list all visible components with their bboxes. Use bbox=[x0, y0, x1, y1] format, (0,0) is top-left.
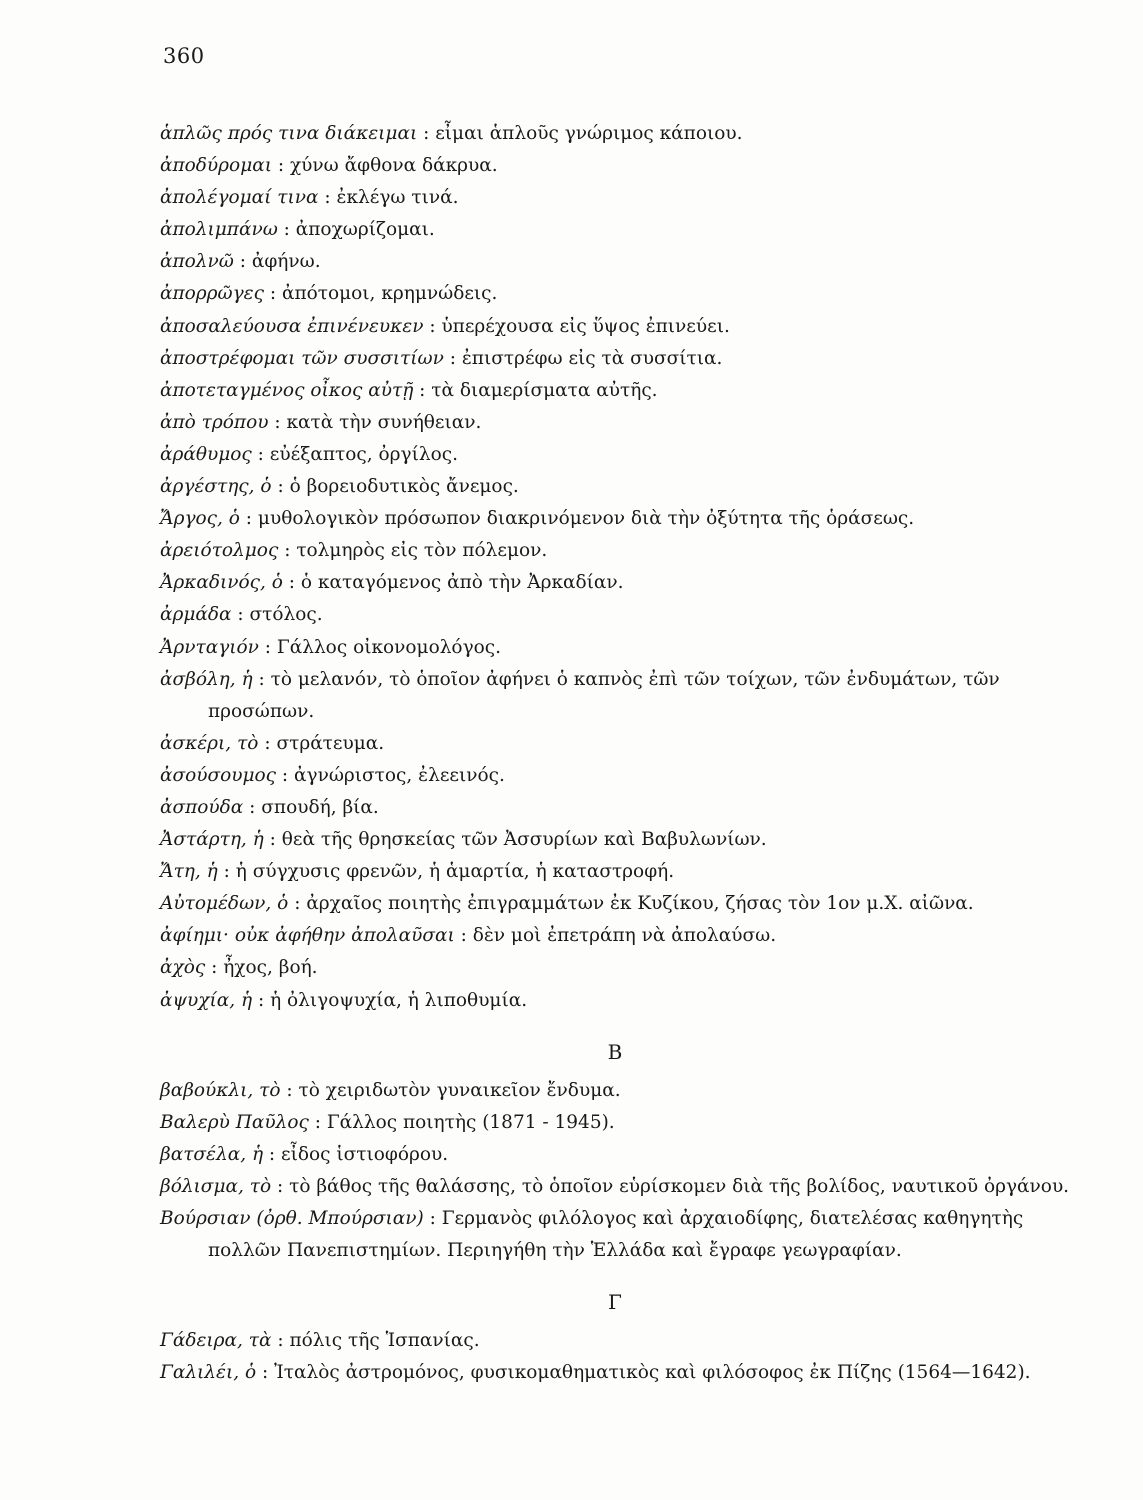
entry-term: ἀποστρέφομαι τῶν συσσιτίων bbox=[160, 347, 444, 369]
glossary-entry bbox=[160, 888, 1088, 920]
glossary-entry bbox=[160, 567, 1060, 599]
entry-definition: εὐέξαπτος, ὀργίλος. bbox=[269, 443, 458, 465]
entry-term: ἀπὸ τρόπου bbox=[160, 411, 269, 433]
entry-definition: τὸ χειριδωτὸν γυναικεῖον ἔνδυμα. bbox=[298, 1079, 621, 1101]
entry-definition: ὁ καταγόμενος ἀπὸ τὴν Ἀρκαδίαν. bbox=[300, 572, 624, 594]
entry-term: ἀποδύρομαι bbox=[160, 155, 272, 177]
entry-separator: : bbox=[454, 925, 473, 947]
entry-separator: : bbox=[271, 1330, 290, 1352]
entry-definition: ἐκλέγω τινά. bbox=[336, 187, 459, 209]
entry-definition: κατὰ τὴν συνήθειαν. bbox=[286, 411, 482, 433]
entry-definition: ἦχος, βοή. bbox=[223, 957, 318, 979]
glossary-entry bbox=[160, 311, 1060, 343]
entry-definition: ἡ ὀλιγοψυχία, ἡ λιποθυμία. bbox=[270, 989, 528, 1011]
section-letter-heading: Γ bbox=[608, 1290, 622, 1315]
entry-separator: : bbox=[308, 1111, 327, 1133]
entry-separator: : bbox=[231, 604, 250, 626]
entry-definition: τολμηρὸς εἰς τὸν πόλεμον. bbox=[296, 540, 548, 562]
entry-separator: : bbox=[278, 540, 297, 562]
glossary-entry bbox=[160, 920, 1060, 952]
entry-term: ἀπολέγομαί τινα bbox=[160, 187, 319, 209]
entry-separator: : bbox=[276, 764, 295, 786]
glossary bbox=[160, 118, 1070, 1389]
entry-separator: : bbox=[443, 347, 462, 369]
entry-separator: : bbox=[217, 861, 236, 883]
glossary-entry bbox=[160, 1075, 1060, 1107]
entry-term: ἀποτεταγμένος οἶκος αὐτῇ bbox=[160, 379, 414, 401]
entry-separator: : bbox=[263, 829, 282, 851]
entry-definition: εἶμαι ἁπλοῦς γνώριμος κάποιου. bbox=[435, 123, 743, 144]
glossary-entry bbox=[160, 278, 1060, 310]
entry-separator: : bbox=[252, 989, 271, 1011]
entry-separator: : bbox=[239, 508, 258, 530]
glossary-entry bbox=[160, 246, 1060, 278]
entry-term: Γαλιλέι, ὁ bbox=[160, 1362, 257, 1384]
entry-definition: Ἰταλὸς ἀστρομόνος, φυσικομαθηματικὸς καὶ φιλόσοφος ἐκ Πίζης (1564—1642). bbox=[274, 1362, 1031, 1384]
entry-term: Ἀρκαδινός, ὁ bbox=[160, 572, 283, 594]
entry-definition: θεὰ τῆς θρησκείας τῶν Ἀσσυρίων καὶ Βαβυλωνίων. bbox=[281, 829, 767, 851]
glossary-entry bbox=[160, 1171, 1088, 1203]
glossary-entry bbox=[160, 407, 1060, 439]
glossary-entry bbox=[160, 343, 1060, 375]
entry-definition: στόλος. bbox=[249, 604, 323, 626]
entry-definition: χύνω ἄφθονα δάκρυα. bbox=[289, 155, 498, 177]
entry-separator: : bbox=[233, 251, 252, 273]
glossary-entry bbox=[160, 471, 1060, 503]
entry-definition: ἀγνώριστος, ἐλεεινός. bbox=[294, 764, 505, 786]
entry-definition: εἶδος ἱστιοφόρου. bbox=[281, 1143, 449, 1165]
entry-definition: Γάλλος ποιητὴς (1871 - 1945). bbox=[326, 1111, 615, 1133]
entry-definition: μυθολογικὸν πρόσωπον διακρινόμενον διὰ τὴν ὀξύτητα τῆς ὁράσεως. bbox=[257, 508, 915, 530]
glossary-entry bbox=[160, 856, 1060, 888]
entry-term: ἀργέστης, ὁ bbox=[160, 476, 272, 498]
glossary-entry bbox=[160, 985, 1060, 1017]
entry-definition: δὲν μοὶ ἐπετράπη νὰ ἀπολαύσω. bbox=[472, 925, 777, 947]
entry-term: Βούρσιαν (ὀρθ. Μπούρσιαν) bbox=[160, 1208, 424, 1229]
entry-definition: σπουδή, βία. bbox=[261, 796, 379, 818]
entry-separator: : bbox=[251, 443, 270, 465]
entry-separator: : bbox=[263, 283, 282, 305]
entry-separator: : bbox=[318, 187, 337, 209]
entry-separator: : bbox=[252, 668, 271, 690]
entry-separator: : bbox=[277, 219, 296, 241]
glossary-entry bbox=[160, 664, 1088, 728]
entry-separator: : bbox=[288, 893, 307, 915]
glossary-entry bbox=[160, 503, 1060, 535]
entry-definition: Γερμανὸς φιλόλογος καὶ ἀρχαιοδίφης, διατελέσας καθηγητὴς πολλῶν Πανεπιστημίων. Περιηγήθη τὴν Ἑλλάδα καὶ ἔγραφε γεωγραφίαν. bbox=[208, 1208, 1024, 1262]
entry-definition: ἀπότομοι, κρημνώδεις. bbox=[281, 283, 498, 305]
entry-definition: Γάλλος οἰκονομολόγος. bbox=[276, 636, 502, 658]
entry-separator: : bbox=[271, 1175, 290, 1197]
entry-term: Ἀστάρτη, ἡ bbox=[160, 829, 264, 851]
entry-separator: : bbox=[263, 1143, 282, 1165]
glossary-entry bbox=[160, 824, 1060, 856]
entry-separator: : bbox=[282, 572, 301, 594]
entry-separator: : bbox=[258, 732, 277, 754]
entry-definition: ἡ σύγχυσις φρενῶν, ἡ ἁμαρτία, ἡ καταστροφή. bbox=[235, 861, 675, 883]
glossary-entry bbox=[160, 150, 1060, 182]
entry-term: ἀπολιμπάνω bbox=[160, 219, 278, 241]
glossary-entry bbox=[160, 792, 1060, 824]
entry-definition: ἀποχωρίζομαι. bbox=[295, 219, 435, 241]
glossary-entry bbox=[160, 375, 1060, 407]
entry-term: Ἀρνταγιόν bbox=[160, 636, 259, 658]
glossary-entry bbox=[160, 1203, 1088, 1267]
entry-term: βαβούκλι, τὸ bbox=[160, 1079, 281, 1101]
entry-definition: τὰ διαμερίσματα αὐτῆς. bbox=[431, 379, 658, 401]
entry-definition: ἀρχαῖος ποιητὴς ἐπιγραμμάτων ἐκ Κυζίκου, ζήσας τὸν 1ον μ.Χ. αἰῶνα. bbox=[306, 893, 974, 915]
entry-separator: : bbox=[268, 411, 287, 433]
entry-definition: πόλις τῆς Ἱσπανίας. bbox=[289, 1330, 480, 1352]
entry-term: ἀσβόλη, ἡ bbox=[160, 668, 253, 690]
entry-term: βατσέλα, ἡ bbox=[160, 1143, 264, 1165]
entry-separator: : bbox=[423, 1208, 442, 1229]
entry-term: Γάδειρα, τὰ bbox=[160, 1330, 272, 1352]
entry-term: Αὐτομέδων, ὁ bbox=[160, 893, 289, 915]
glossary-entry bbox=[160, 952, 1060, 984]
entry-separator: : bbox=[205, 957, 224, 979]
entry-definition: στράτευμα. bbox=[276, 732, 385, 754]
entry-separator: : bbox=[417, 123, 436, 144]
entry-term: Ἄτη, ἡ bbox=[160, 861, 218, 883]
entry-term: Ἄργος, ὁ bbox=[160, 508, 240, 530]
entry-definition: ἀφήνω. bbox=[251, 251, 321, 273]
section-letter-heading: Β bbox=[607, 1039, 623, 1064]
entry-separator: : bbox=[271, 476, 290, 498]
entry-separator: : bbox=[271, 155, 290, 177]
entry-term: ἀσκέρι, τὸ bbox=[160, 732, 259, 754]
entry-term: βόλισμα, τὸ bbox=[160, 1175, 272, 1197]
glossary-entry bbox=[160, 439, 1060, 471]
entry-term: ἀφίημι· οὐκ ἀφήθην ἀπολαῦσαι bbox=[160, 925, 455, 947]
entry-definition: ὑπερέχουσα εἰς ὕψος ἐπινεύει. bbox=[441, 315, 730, 337]
entry-separator: : bbox=[423, 315, 442, 337]
glossary-entry bbox=[160, 535, 1060, 567]
glossary-entry bbox=[160, 1107, 1060, 1139]
entry-definition: ὁ βορειοδυτικὸς ἄνεμος. bbox=[289, 476, 519, 498]
glossary-entry bbox=[160, 632, 1060, 664]
entry-separator: : bbox=[256, 1362, 275, 1384]
entry-term: ἀποσαλεύουσα ἐπινένευκεν bbox=[160, 315, 424, 337]
glossary-entry bbox=[160, 214, 1060, 246]
page-number: 360 bbox=[163, 44, 205, 68]
entry-term: ἀχὸς bbox=[160, 957, 206, 979]
entry-term: ἀράθυμος bbox=[160, 443, 252, 465]
entry-definition: τὸ βάθος τῆς θαλάσσης, τὸ ὁποῖον εὑρίσκομεν διὰ τῆς βολίδος, ναυτικοῦ ὀργάνου. bbox=[289, 1175, 1070, 1197]
entry-separator: : bbox=[280, 1079, 299, 1101]
glossary-entry bbox=[160, 1139, 1060, 1171]
glossary-entry bbox=[160, 760, 1060, 792]
entry-separator: : bbox=[413, 379, 432, 401]
glossary-entry bbox=[160, 728, 1060, 760]
entry-term: ἀσούσουμος bbox=[160, 764, 277, 786]
entry-term: ἀρειότολμος bbox=[160, 540, 279, 562]
glossary-entry bbox=[160, 118, 1060, 150]
entry-separator: : bbox=[258, 636, 277, 658]
entry-term: ἀπολνῶ bbox=[160, 251, 234, 273]
entry-definition: ἐπιστρέφω εἰς τὰ συσσίτια. bbox=[461, 347, 723, 369]
entry-term: ἀψυχία, ἡ bbox=[160, 989, 253, 1011]
glossary-entry bbox=[160, 182, 1060, 214]
glossary-entry bbox=[160, 599, 1060, 631]
entry-term: ἀσπούδα bbox=[160, 796, 244, 818]
glossary-entry bbox=[160, 1325, 1060, 1357]
entry-term: ἁπλῶς πρός τινα διάκειμαι bbox=[160, 123, 418, 144]
entry-term: ἀρμάδα bbox=[160, 604, 232, 626]
entry-term: ἀπορρῶγες bbox=[160, 283, 264, 305]
entry-separator: : bbox=[243, 796, 262, 818]
entry-term: Βαλερὺ Παῦλος bbox=[160, 1111, 309, 1133]
glossary-entry bbox=[160, 1357, 1088, 1389]
entry-definition: τὸ μελανόν, τὸ ὁποῖον ἀφήνει ὁ καπνὸς ἐπὶ τῶν τοίχων, τῶν ἐνδυμάτων, τῶν προσώπων. bbox=[208, 668, 1000, 722]
